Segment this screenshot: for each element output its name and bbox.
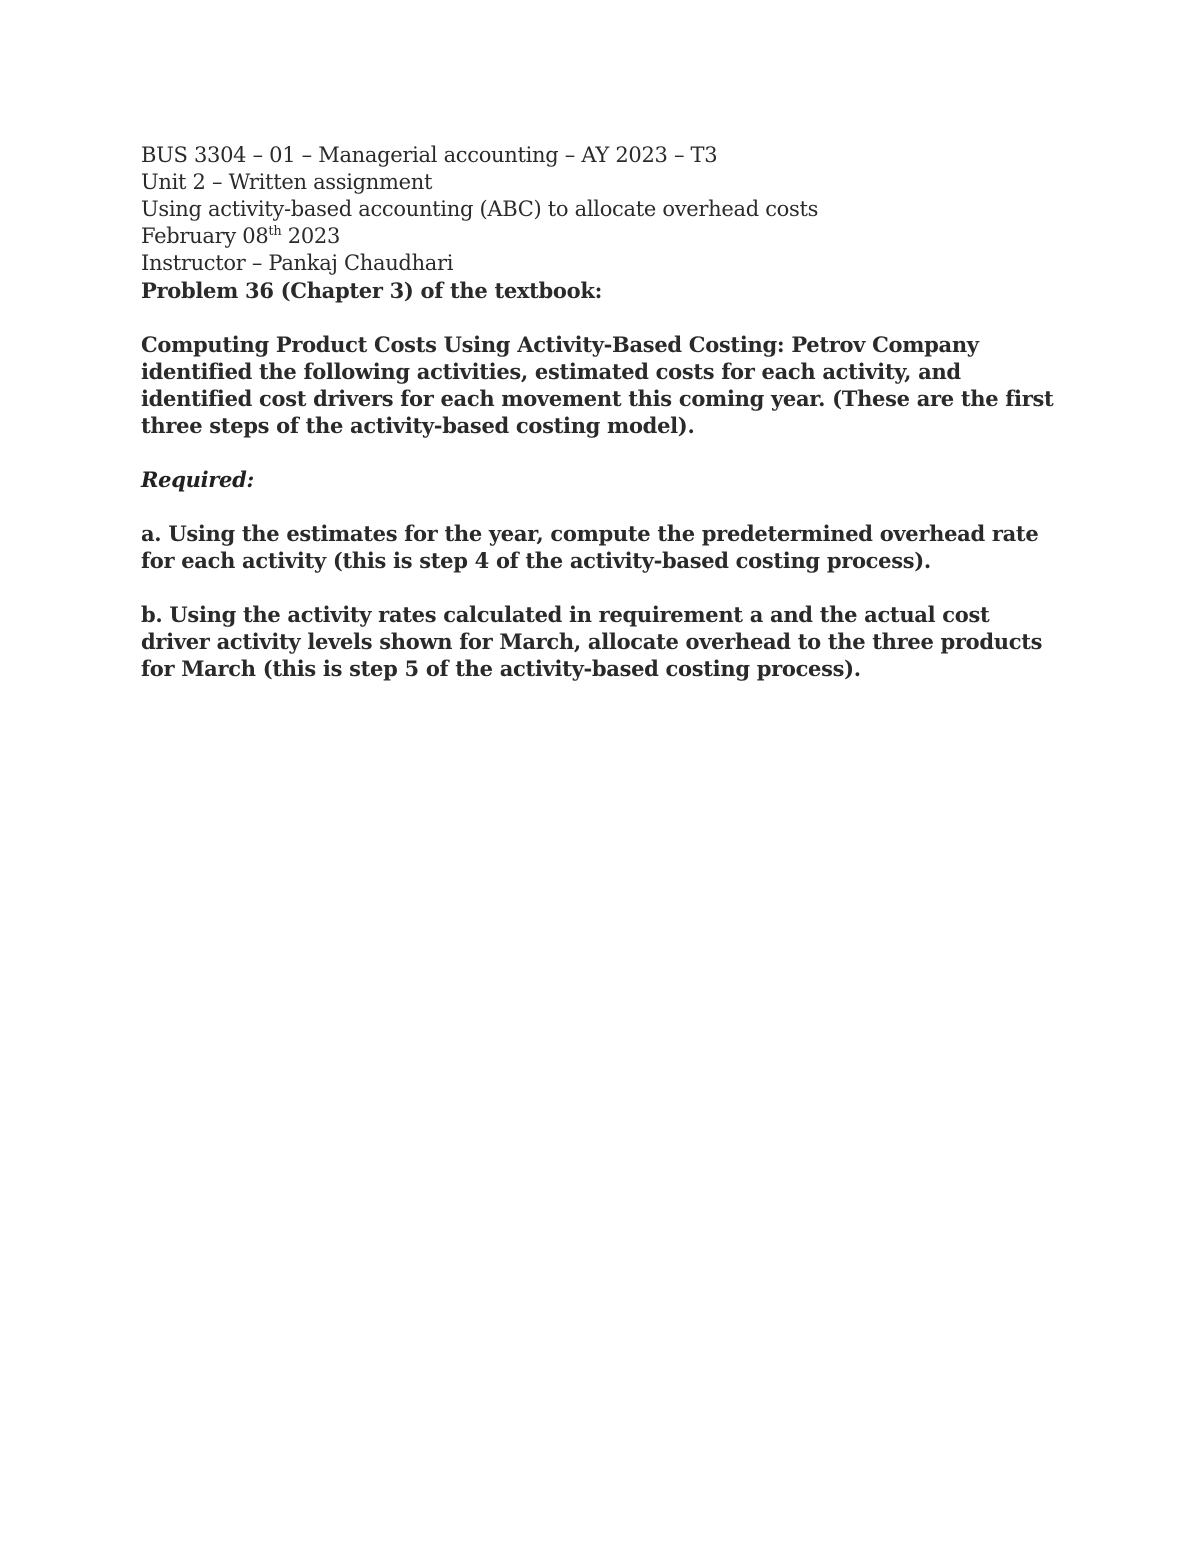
spacer bbox=[141, 574, 1061, 601]
unit-line: Unit 2 – Written assignment bbox=[141, 170, 433, 194]
date-suffix: th bbox=[268, 224, 282, 239]
problem-line: Problem 36 (Chapter 3) of the textbook: bbox=[141, 278, 603, 303]
date-month: February 08 bbox=[141, 224, 269, 248]
spacer bbox=[141, 493, 1061, 520]
requirement-b: b. Using the activity rates calculated in requirement a and the actual cost driver activity levels shown for March, allocate overhead to the three products for March (this is step 5 of the activity-based costing process). bbox=[141, 602, 1043, 681]
spacer bbox=[141, 439, 1061, 466]
instructor-line: Instructor – Pankaj Chaudhari bbox=[141, 251, 454, 275]
requirement-a: a. Using the estimates for the year, compute the predetermined overhead rate for each activity (this is step 4 of the activity-based costing process). bbox=[141, 521, 1039, 573]
date-year: 2023 bbox=[281, 224, 341, 248]
spacer bbox=[141, 304, 1061, 331]
topic-line: Using activity-based accounting (ABC) to allocate overhead costs bbox=[141, 197, 819, 221]
date-line bbox=[141, 223, 1061, 250]
course-line: BUS 3304 – 01 – Managerial accounting – AY 2023 – T3 bbox=[141, 143, 718, 167]
required-label: Required: bbox=[141, 467, 254, 492]
document-content bbox=[141, 142, 1061, 682]
intro-paragraph: Computing Product Costs Using Activity-Based Costing: Petrov Company identified the following activities, estimated costs for each activity, and identified cost drivers for each movement this coming year. (These are the first three steps of the activity-based costing model). bbox=[141, 332, 1054, 438]
